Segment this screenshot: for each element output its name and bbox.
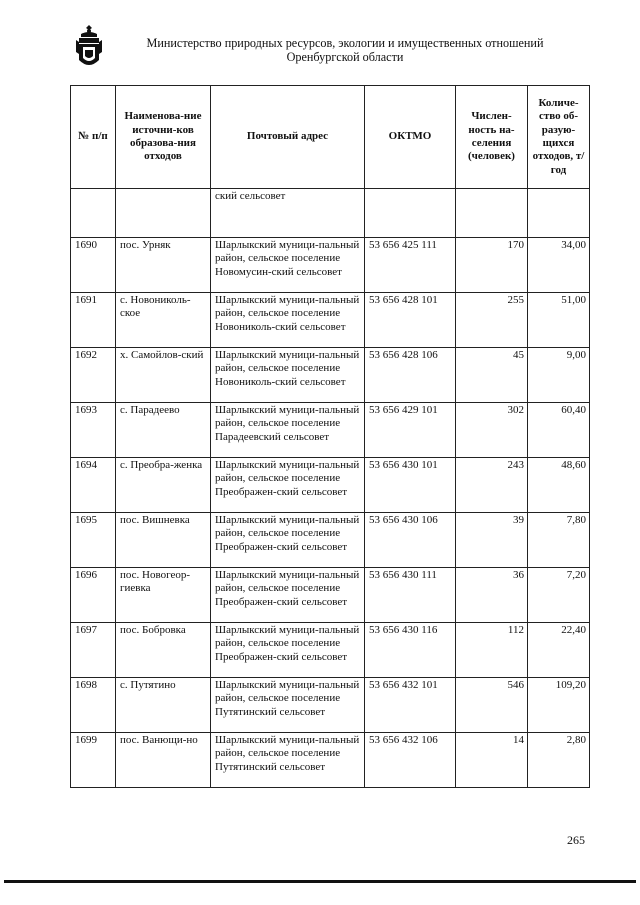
cell-name: пос. Вишневка bbox=[116, 513, 211, 568]
cell-address: Шарлыкский муници-пальный район, сельское поселение Преображен-ский сельсовет bbox=[211, 513, 365, 568]
table-row bbox=[71, 623, 590, 678]
table-row bbox=[71, 403, 590, 458]
cell-address: Шарлыкский муници-пальный район, сельское поселение Путятинский сельсовет bbox=[211, 733, 365, 788]
cell-population: 39 bbox=[456, 513, 528, 568]
cell-oktmo bbox=[365, 189, 456, 238]
cell-no: 1693 bbox=[71, 403, 116, 458]
cell-oktmo: 53 656 425 111 bbox=[365, 238, 456, 293]
cell-name: с. Путятино bbox=[116, 678, 211, 733]
col-header-name: Наименова-ние источни-ков образова-ния отходов bbox=[116, 86, 211, 189]
cell-address: ский сельсовет bbox=[211, 189, 365, 238]
cell-no: 1690 bbox=[71, 238, 116, 293]
cell-name: с. Преобра-женка bbox=[116, 458, 211, 513]
table-row bbox=[71, 293, 590, 348]
cell-oktmo: 53 656 432 101 bbox=[365, 678, 456, 733]
cell-oktmo: 53 656 430 111 bbox=[365, 568, 456, 623]
cell-no: 1698 bbox=[71, 678, 116, 733]
cell-qty: 7,20 bbox=[528, 568, 590, 623]
table-row bbox=[71, 733, 590, 788]
bottom-rule bbox=[4, 880, 636, 883]
cell-oktmo: 53 656 429 101 bbox=[365, 403, 456, 458]
cell-address: Шарлыкский муници-пальный район, сельское поселение Парадеевский сельсовет bbox=[211, 403, 365, 458]
table-row bbox=[71, 513, 590, 568]
cell-qty: 34,00 bbox=[528, 238, 590, 293]
cell-qty: 22,40 bbox=[528, 623, 590, 678]
document-header bbox=[120, 36, 570, 64]
cell-oktmo: 53 656 430 106 bbox=[365, 513, 456, 568]
table-row bbox=[71, 238, 590, 293]
cell-no: 1691 bbox=[71, 293, 116, 348]
cell-name bbox=[116, 189, 211, 238]
cell-qty: 7,80 bbox=[528, 513, 590, 568]
cell-oktmo: 53 656 430 116 bbox=[365, 623, 456, 678]
cell-qty: 48,60 bbox=[528, 458, 590, 513]
table-row-continuation bbox=[71, 189, 590, 238]
cell-population: 546 bbox=[456, 678, 528, 733]
cell-no: 1692 bbox=[71, 348, 116, 403]
cell-address: Шарлыкский муници-пальный район, сельское поселение Преображен-ский сельсовет bbox=[211, 568, 365, 623]
cell-oktmo: 53 656 428 106 bbox=[365, 348, 456, 403]
cell-qty: 60,40 bbox=[528, 403, 590, 458]
cell-oktmo: 53 656 428 101 bbox=[365, 293, 456, 348]
col-header-qty: Количе-ство об-разую-щихся отходов, т/год bbox=[528, 86, 590, 189]
cell-no: 1697 bbox=[71, 623, 116, 678]
cell-oktmo: 53 656 430 101 bbox=[365, 458, 456, 513]
cell-address: Шарлыкский муници-пальный район, сельское поселение Новониколь-ский сельсовет bbox=[211, 348, 365, 403]
col-header-address: Почтовый адрес bbox=[211, 86, 365, 189]
cell-qty: 109,20 bbox=[528, 678, 590, 733]
cell-name: пос. Ванющи-но bbox=[116, 733, 211, 788]
cell-population: 45 bbox=[456, 348, 528, 403]
col-header-oktmo: ОКТМО bbox=[365, 86, 456, 189]
cell-population: 36 bbox=[456, 568, 528, 623]
cell-name: пос. Новогеор-гиевка bbox=[116, 568, 211, 623]
region-name: Оренбургской области bbox=[286, 50, 404, 64]
waste-sources-table bbox=[70, 85, 590, 788]
cell-population: 112 bbox=[456, 623, 528, 678]
cell-population bbox=[456, 189, 528, 238]
cell-address: Шарлыкский муници-пальный район, сельское поселение Преображен-ский сельсовет bbox=[211, 623, 365, 678]
cell-population: 302 bbox=[456, 403, 528, 458]
cell-qty: 2,80 bbox=[528, 733, 590, 788]
cell-qty: 51,00 bbox=[528, 293, 590, 348]
cell-name: с. Парадеево bbox=[116, 403, 211, 458]
cell-qty bbox=[528, 189, 590, 238]
table-row bbox=[71, 568, 590, 623]
cell-population: 243 bbox=[456, 458, 528, 513]
cell-no: 1695 bbox=[71, 513, 116, 568]
cell-no: 1694 bbox=[71, 458, 116, 513]
cell-name: с. Новониколь-ское bbox=[116, 293, 211, 348]
cell-population: 14 bbox=[456, 733, 528, 788]
cell-name: х. Самойлов-ский bbox=[116, 348, 211, 403]
col-header-population: Числен-ность на-селения (человек) bbox=[456, 86, 528, 189]
cell-address: Шарлыкский муници-пальный район, сельское поселение Преображен-ский сельсовет bbox=[211, 458, 365, 513]
cell-oktmo: 53 656 432 106 bbox=[365, 733, 456, 788]
table-row bbox=[71, 348, 590, 403]
coat-of-arms-icon bbox=[76, 24, 102, 72]
cell-address: Шарлыкский муници-пальный район, сельское поселение Новониколь-ский сельсовет bbox=[211, 293, 365, 348]
cell-no: 1696 bbox=[71, 568, 116, 623]
cell-address: Шарлыкский муници-пальный район, сельское поселение Новомусин-ский сельсовет bbox=[211, 238, 365, 293]
col-header-no: № п/п bbox=[71, 86, 116, 189]
cell-no bbox=[71, 189, 116, 238]
cell-population: 170 bbox=[456, 238, 528, 293]
table-row bbox=[71, 458, 590, 513]
cell-name: пос. Урняк bbox=[116, 238, 211, 293]
table-header-row bbox=[71, 86, 590, 189]
cell-no: 1699 bbox=[71, 733, 116, 788]
cell-qty: 9,00 bbox=[528, 348, 590, 403]
cell-population: 255 bbox=[456, 293, 528, 348]
cell-address: Шарлыкский муници-пальный район, сельское поселение Путятинский сельсовет bbox=[211, 678, 365, 733]
page-number: 265 bbox=[567, 833, 585, 847]
ministry-name: Министерство природных ресурсов, экологии и имущественных отношений bbox=[146, 36, 544, 50]
cell-name: пос. Бобровка bbox=[116, 623, 211, 678]
table-row bbox=[71, 678, 590, 733]
